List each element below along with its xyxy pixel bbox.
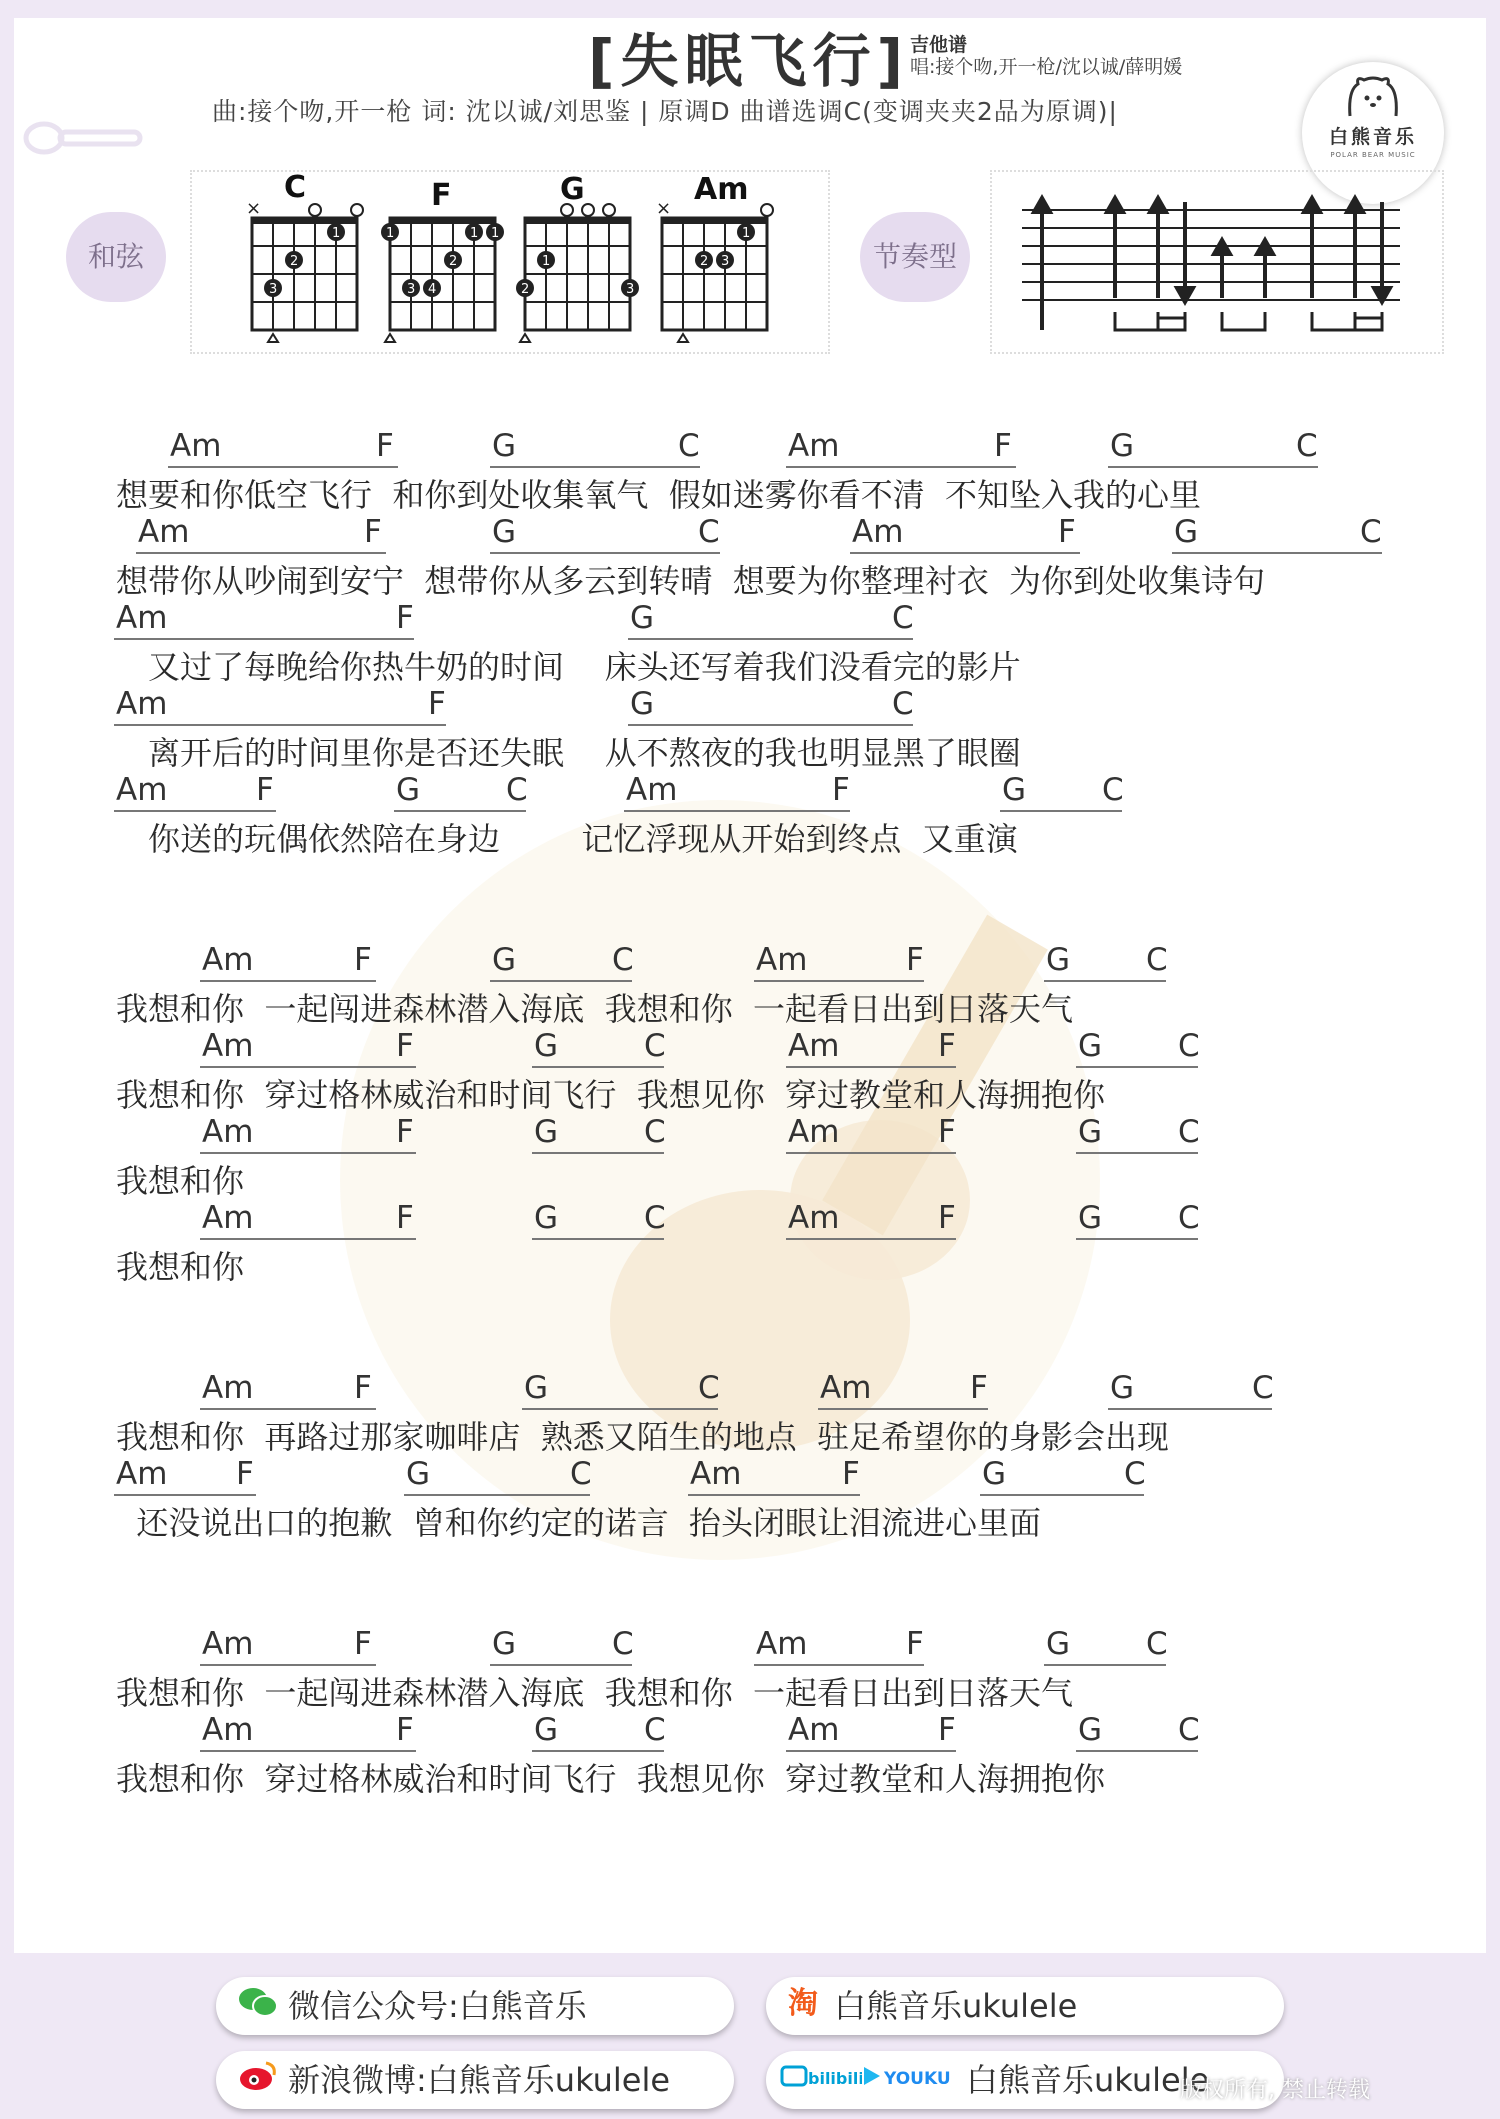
chord-name-c: C	[284, 170, 307, 205]
chord-label: G	[630, 600, 655, 636]
wechat-label: 微信公众号:白熊音乐	[288, 1987, 587, 2025]
lyric-line: 你送的玩偶依然陪在身边 记忆浮现从开始到终点 又重演	[148, 820, 1018, 858]
singer-credit: 唱:接个吻,开一枪/沈以诚/薛明媛	[910, 56, 1183, 78]
chord-label: G	[534, 1028, 559, 1064]
chord-label: F	[396, 1712, 414, 1748]
chord-label: G	[492, 942, 517, 978]
chord-label: Am	[202, 1712, 254, 1748]
chord-label: G	[1046, 942, 1071, 978]
svg-text:淘: 淘	[788, 1986, 818, 2019]
chord-label: C	[644, 1114, 666, 1150]
weibo-icon	[238, 2053, 278, 2111]
chord-name-f: F	[431, 178, 452, 213]
chord-label: F	[354, 1626, 372, 1662]
youku-icon	[862, 2053, 958, 2111]
chord-label: F	[938, 1712, 956, 1748]
chord-label: Am	[756, 942, 808, 978]
lyric-line: 我想和你	[116, 1162, 245, 1200]
weibo-account[interactable]	[216, 2051, 734, 2109]
sheet-type-label: 吉他谱	[910, 34, 968, 56]
svg-text:YOUKU: YOUKU	[884, 2069, 951, 2089]
chord-label: F	[428, 686, 446, 722]
chord-label: C	[892, 686, 914, 722]
chord-name-g: G	[560, 172, 585, 207]
chord-label: Am	[788, 1028, 840, 1064]
svg-text:1: 1	[470, 226, 479, 241]
chord-label: C	[1296, 428, 1318, 464]
song-credits: 曲:接个吻,开一枪 词: 沈以诚/刘思鉴 | 原调D 曲谱选调C(变调夹夹2品为原调)|	[212, 97, 1118, 126]
chord-label: F	[396, 1200, 414, 1236]
chord-label: G	[1046, 1626, 1071, 1662]
copyright-notice: 版权所有, 禁止转载	[1180, 2078, 1370, 2103]
chord-label: C	[1178, 1200, 1200, 1236]
logo-english: POLAR BEAR MUSIC	[1330, 151, 1416, 159]
chord-label: F	[906, 942, 924, 978]
chord-label: Am	[116, 686, 168, 722]
chord-label: C	[644, 1028, 666, 1064]
chord-label: G	[492, 1626, 517, 1662]
svg-text:2: 2	[521, 282, 530, 297]
chord-label: C	[1146, 942, 1168, 978]
chord-name-am: Am	[694, 172, 749, 207]
chord-label: G	[492, 514, 517, 550]
chord-label: Am	[788, 1712, 840, 1748]
rhythm-pattern	[1010, 190, 1430, 340]
chord-label: Am	[202, 1370, 254, 1406]
svg-text:3: 3	[269, 282, 278, 297]
chord-label: C	[1178, 1712, 1200, 1748]
wechat-account[interactable]	[216, 1977, 734, 2035]
bear-icon	[1342, 76, 1404, 118]
chord-label: Am	[690, 1456, 742, 1492]
chord-label: F	[236, 1456, 254, 1492]
chord-label: G	[524, 1370, 549, 1406]
chord-label: C	[698, 514, 720, 550]
lyric-line: 我想和你 穿过格林威治和时间飞行 我想见你 穿过教堂和人海拥抱你	[116, 1760, 1106, 1798]
chord-label: G	[1078, 1712, 1103, 1748]
chord-label: C	[506, 772, 528, 808]
chord-f-diagram	[381, 218, 504, 342]
rhythm-label: 节奏型	[860, 212, 970, 302]
chord-label: C	[644, 1200, 666, 1236]
chord-label: F	[832, 772, 850, 808]
chord-label: Am	[788, 1200, 840, 1236]
chord-label: G	[492, 428, 517, 464]
chord-label: C	[612, 1626, 634, 1662]
chord-label: F	[396, 1028, 414, 1064]
chord-label: G	[406, 1456, 431, 1492]
wechat-icon	[238, 1979, 278, 2037]
chord-label: G	[396, 772, 421, 808]
chord-label: Am	[202, 1626, 254, 1662]
chord-label: F	[364, 514, 382, 550]
song-title: [失眠飞行]	[588, 27, 910, 95]
lyric-line: 离开后的时间里你是否还失眠 从不熬夜的我也明显黑了眼圈	[148, 734, 1021, 772]
lyric-line: 想要和你低空飞行 和你到处收集氧气 假如迷雾你看不清 不知坠入我的心里	[116, 476, 1202, 514]
lyric-line: 我想和你 一起闯进森林潜入海底 我想和你 一起看日出到日落天气	[116, 990, 1074, 1028]
chord-label: Am	[756, 1626, 808, 1662]
svg-text:2: 2	[700, 254, 709, 269]
svg-text:bilibili: bilibili	[808, 2069, 862, 2088]
chord-label: G	[1110, 1370, 1135, 1406]
chord-label: Am	[116, 772, 168, 808]
chord-label: Am	[202, 1114, 254, 1150]
taobao-label: 白熊音乐ukulele	[834, 1987, 1078, 2025]
chord-label: G	[630, 686, 655, 722]
ukulele-icon	[14, 118, 154, 158]
chord-label: G	[1110, 428, 1135, 464]
chord-c-diagram	[246, 198, 363, 342]
svg-text:3: 3	[407, 282, 416, 297]
chords-label: 和弦	[66, 212, 166, 302]
chord-label: Am	[788, 1114, 840, 1150]
chord-label: G	[1078, 1114, 1103, 1150]
chord-label: G	[1002, 772, 1027, 808]
lyric-line: 我想和你 再路过那家咖啡店 熟悉又陌生的地点 驻足希望你的身影会出现	[116, 1418, 1170, 1456]
chord-am-diagram	[656, 198, 773, 342]
svg-text:1: 1	[332, 226, 341, 241]
chord-label: C	[698, 1370, 720, 1406]
chord-label: F	[396, 600, 414, 636]
svg-text:1: 1	[742, 226, 751, 241]
chord-label: C	[612, 942, 634, 978]
chord-label: F	[354, 942, 372, 978]
lyric-line: 我想和你 穿过格林威治和时间飞行 我想见你 穿过教堂和人海拥抱你	[116, 1076, 1106, 1114]
chord-label: Am	[138, 514, 190, 550]
chord-label: Am	[202, 1200, 254, 1236]
svg-text:×: ×	[656, 198, 672, 219]
chord-label: F	[938, 1028, 956, 1064]
chord-label: C	[1124, 1456, 1146, 1492]
taobao-icon	[788, 1979, 824, 2037]
svg-text:1: 1	[386, 226, 395, 241]
bilibili-icon	[780, 2053, 862, 2111]
chord-label: C	[1102, 772, 1124, 808]
chord-label: Am	[170, 428, 222, 464]
chord-label: F	[256, 772, 274, 808]
svg-text:2: 2	[449, 254, 458, 269]
chord-label: Am	[116, 600, 168, 636]
svg-text:1: 1	[491, 226, 500, 241]
chord-g-diagram	[516, 204, 639, 342]
lyric-line: 我想和你 一起闯进森林潜入海底 我想和你 一起看日出到日落天气	[116, 1674, 1074, 1712]
chord-label: Am	[788, 428, 840, 464]
svg-text:1: 1	[542, 254, 551, 269]
chord-label: F	[376, 428, 394, 464]
chord-label: G	[534, 1712, 559, 1748]
chord-label: Am	[202, 942, 254, 978]
chord-label: F	[354, 1370, 372, 1406]
chord-label: C	[644, 1712, 666, 1748]
chord-label: F	[938, 1114, 956, 1150]
lyric-line: 我想和你	[116, 1248, 245, 1286]
taobao-store[interactable]	[766, 1977, 1284, 2035]
chord-label: F	[906, 1626, 924, 1662]
svg-text:2: 2	[290, 254, 299, 269]
chord-label: Am	[626, 772, 678, 808]
svg-text:3: 3	[626, 282, 635, 297]
logo-name: 白熊音乐	[1328, 126, 1417, 148]
lyric-line: 还没说出口的抱歉 曾和你约定的诺言 抬头闭眼让泪流进心里面	[116, 1504, 1042, 1542]
weibo-label: 新浪微博:白熊音乐ukulele	[288, 2061, 671, 2099]
chord-label: G	[534, 1114, 559, 1150]
chord-label: C	[1178, 1028, 1200, 1064]
chord-label: C	[1252, 1370, 1274, 1406]
chord-label: G	[534, 1200, 559, 1236]
chord-label: Am	[116, 1456, 168, 1492]
chord-label: Am	[820, 1370, 872, 1406]
chord-label: C	[892, 600, 914, 636]
chord-label: C	[1178, 1114, 1200, 1150]
chord-label: C	[1360, 514, 1382, 550]
chord-label: F	[938, 1200, 956, 1236]
chord-label: C	[1146, 1626, 1168, 1662]
chord-label: F	[970, 1370, 988, 1406]
chord-label: F	[1058, 514, 1076, 550]
chord-label: G	[982, 1456, 1007, 1492]
svg-text:3: 3	[721, 254, 730, 269]
svg-text:×: ×	[246, 198, 262, 219]
lyric-line: 想带你从吵闹到安宁 想带你从多云到转晴 想要为你整理衬衣 为你到处收集诗句	[116, 562, 1266, 600]
chord-label: F	[396, 1114, 414, 1150]
chord-label: Am	[202, 1028, 254, 1064]
chord-label: C	[570, 1456, 592, 1492]
chord-label: F	[994, 428, 1012, 464]
svg-text:4: 4	[428, 282, 437, 297]
chord-label: C	[678, 428, 700, 464]
lyric-line: 又过了每晚给你热牛奶的时间 床头还写着我们没看完的影片	[148, 648, 1021, 686]
video-label: 白熊音乐ukulele	[966, 2061, 1210, 2099]
chord-label: G	[1174, 514, 1199, 550]
chord-label: F	[842, 1456, 860, 1492]
chord-label: Am	[852, 514, 904, 550]
chord-label: G	[1078, 1200, 1103, 1236]
chord-label: G	[1078, 1028, 1103, 1064]
